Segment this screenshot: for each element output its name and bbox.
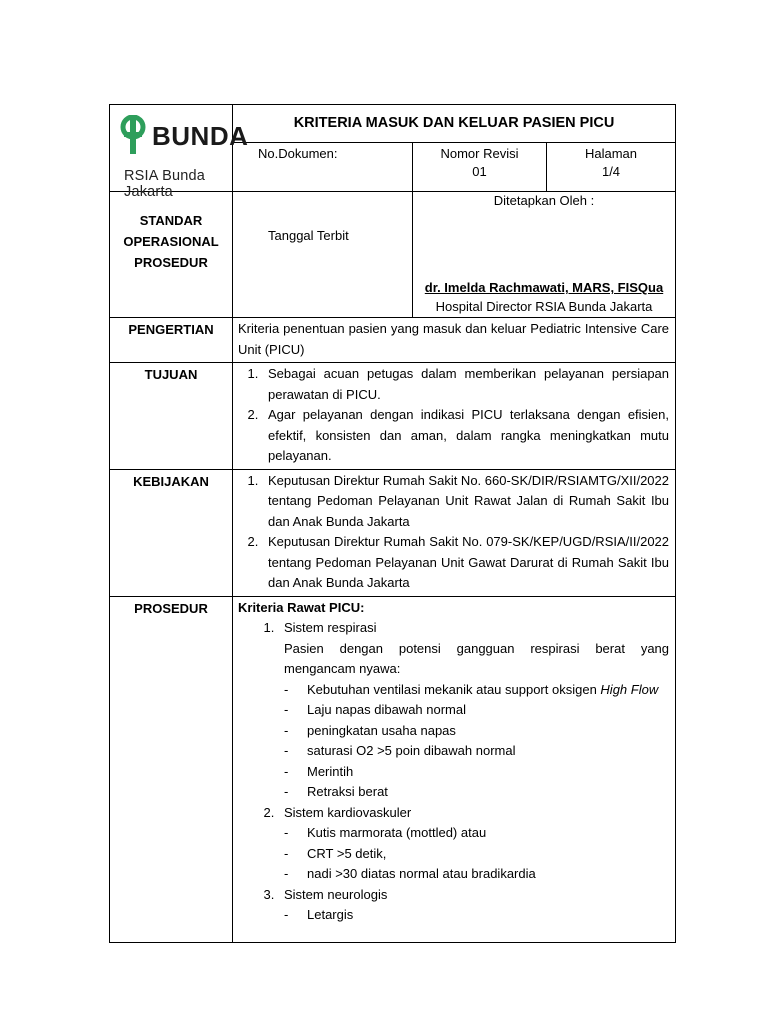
issue-date-label: Tanggal Terbit <box>268 228 349 243</box>
list-item: - Kebutuhan ventilasi mekanik atau support oksigen High Flow <box>306 680 669 701</box>
list-item: - Laju napas dibawah normal <box>306 700 669 721</box>
list-item: - CRT >5 detik, <box>306 844 669 865</box>
revision-cell <box>413 143 547 192</box>
revision-value: 01 <box>472 164 487 179</box>
list-item: - Merintih <box>306 762 669 783</box>
list-item: - saturasi O2 >5 poin dibawah normal <box>306 741 669 762</box>
list-item: 1. Keputusan Direktur Rumah Sakit No. 660-SK/DIR/RSIAMTG/XII/2022 tentang Pedoman Pelayanan Unit Rawat Jalan di Rumah Sakit Ibu dan Anak Bunda Jakarta <box>262 471 669 533</box>
prosedur-heading: Kriteria Rawat PICU: <box>238 599 365 615</box>
list-item: - Kutis marmorata (mottled) atau <box>306 823 669 844</box>
director-name: dr. Imelda Rachmawati, MARS, FISQua <box>424 280 664 295</box>
director-title: Hospital Director RSIA Bunda Jakarta <box>435 299 653 314</box>
hospital-logo <box>118 111 249 200</box>
prosedur-label: PROSEDUR <box>110 596 233 942</box>
doc-number-label: No.Dokumen: <box>258 146 338 161</box>
logo-brand: BUNDA <box>152 121 249 151</box>
sop-label-cell <box>110 192 233 318</box>
system-title: 2. Sistem kardiovaskuler <box>284 804 412 820</box>
list-item: 2. Agar pelayanan dengan indikasi PICU terlaksana dengan efisien, efektif, konsisten dan aman, dalam rangka meningkatkan mutu pelayanan. <box>262 405 669 467</box>
issue-date-cell <box>233 192 413 318</box>
doc-number-cell <box>233 143 413 192</box>
page-cell <box>547 143 676 192</box>
page-value: 1/4 <box>601 164 621 179</box>
list-item: 1. Sebagai acuan petugas dalam memberikan pelayanan persiapan perawatan di PICU. <box>262 364 669 405</box>
approval-cell <box>413 192 676 318</box>
page-label: Halaman <box>584 146 638 161</box>
list-item <box>278 885 669 926</box>
sop-label-line3: PROSEDUR <box>134 255 208 270</box>
pengertian-text: Kriteria penentuan pasien yang masuk dan keluar Pediatric Intensive Care Unit (PICU) <box>233 318 676 363</box>
sop-label-line1: STANDAR <box>139 213 203 228</box>
system-title: 1. Sistem respirasi <box>284 620 377 635</box>
list-item: - Retraksi berat <box>306 782 669 803</box>
list-item <box>278 803 669 885</box>
prosedur-content <box>233 596 676 942</box>
tujuan-label: TUJUAN <box>110 363 233 470</box>
system-description: Pasien dengan potensi gangguan respirasi berat yang mengancam nyawa: <box>284 640 670 676</box>
approved-by-label: Ditetapkan Oleh : <box>493 193 595 208</box>
list-item <box>278 618 669 803</box>
list-item: - nadi >30 diatas normal atau bradikardia <box>306 864 669 885</box>
system-title: 3. Sistem neurologis <box>284 886 388 902</box>
bunda-emblem-icon <box>120 115 146 155</box>
list-item: - Letargis <box>306 905 669 926</box>
sop-label-line2: OPERASIONAL <box>123 234 219 249</box>
logo-subtitle: RSIA Bunda Jakarta <box>124 168 205 200</box>
tujuan-content <box>233 363 676 470</box>
sop-document-table <box>109 104 676 943</box>
revision-label: Nomor Revisi <box>440 146 519 161</box>
kebijakan-label: KEBIJAKAN <box>110 469 233 596</box>
document-title: KRITERIA MASUK DAN KELUAR PASIEN PICU <box>233 105 676 143</box>
list-item: - peningkatan usaha napas <box>306 721 669 742</box>
logo-cell <box>110 105 249 200</box>
kebijakan-content <box>233 469 676 596</box>
list-item: 2. Keputusan Direktur Rumah Sakit No. 079-SK/KEP/UGD/RSIA/II/2022 tentang Pedoman Pelayanan Unit Gawat Darurat di Rumah Sakit Ibu dan Anak Bunda Jakarta <box>262 532 669 594</box>
pengertian-label: PENGERTIAN <box>110 318 233 363</box>
